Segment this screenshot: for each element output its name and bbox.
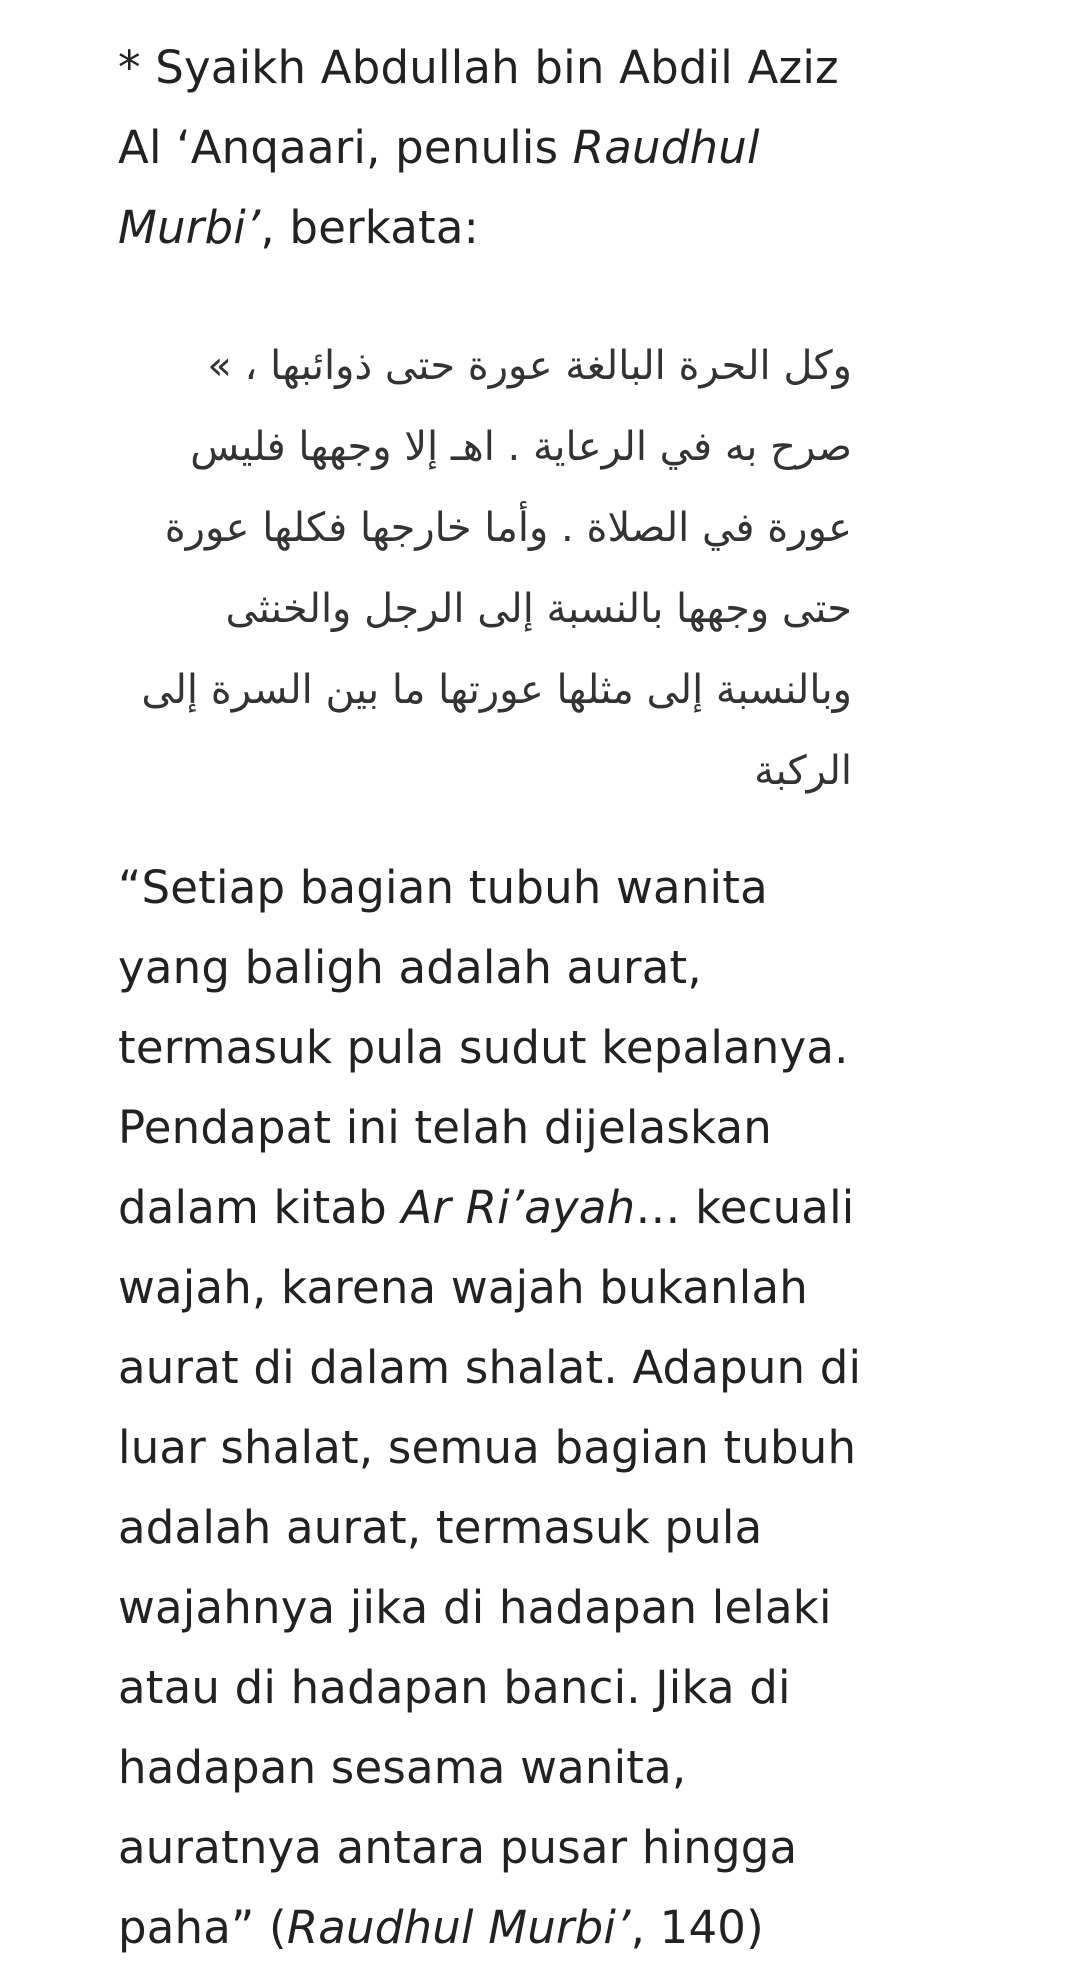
translation-text-1: “Setiap bagian tubuh wanita yang baligh adalah aurat, termasuk pula sudut kepalanya. Pendapat ini telah dijelaskan dalam kitab [118, 861, 849, 1234]
arabic-quote: وكل الحرة البالغة عورة حتى ذوائبها ، » صرح به في الرعاية . اهـ إلا وجهها فليس عورة في الصلاة . وأما خارجها فكلها عورة حتى وجهها بالنسبة إلى الرجل والخنثى وبالنسبة إلى مثلها عورتها ما بين السرة إلى الركبة [141, 343, 852, 794]
article-body [118, 28, 878, 1968]
translation-paragraph [118, 848, 878, 1968]
citation-title: Raudhul Murbi’ [286, 1901, 631, 1954]
intro-suffix: , berkata: [260, 201, 480, 254]
intro-prefix: * Syaikh Abdullah bin Abdil Aziz Al ‘Anqaari, penulis [118, 41, 839, 174]
intro-paragraph [118, 28, 878, 268]
translation-book-reference: Ar Ri’ayah [401, 1181, 636, 1234]
citation-page: , 140) [630, 1901, 764, 1954]
translation-text-2: … kecuali wajah, karena wajah bukanlah aurat di dalam shalat. Adapun di luar shalat, semua bagian tubuh adalah aurat, termasuk pula wajahnya jika di hadapan lelaki atau di hadapan banci. Jika di hadapan sesama wanita, auratnya antara pusar hingga paha” ( [118, 1181, 862, 1954]
intro-book-title: Raudhul Murbi’ [118, 121, 760, 254]
